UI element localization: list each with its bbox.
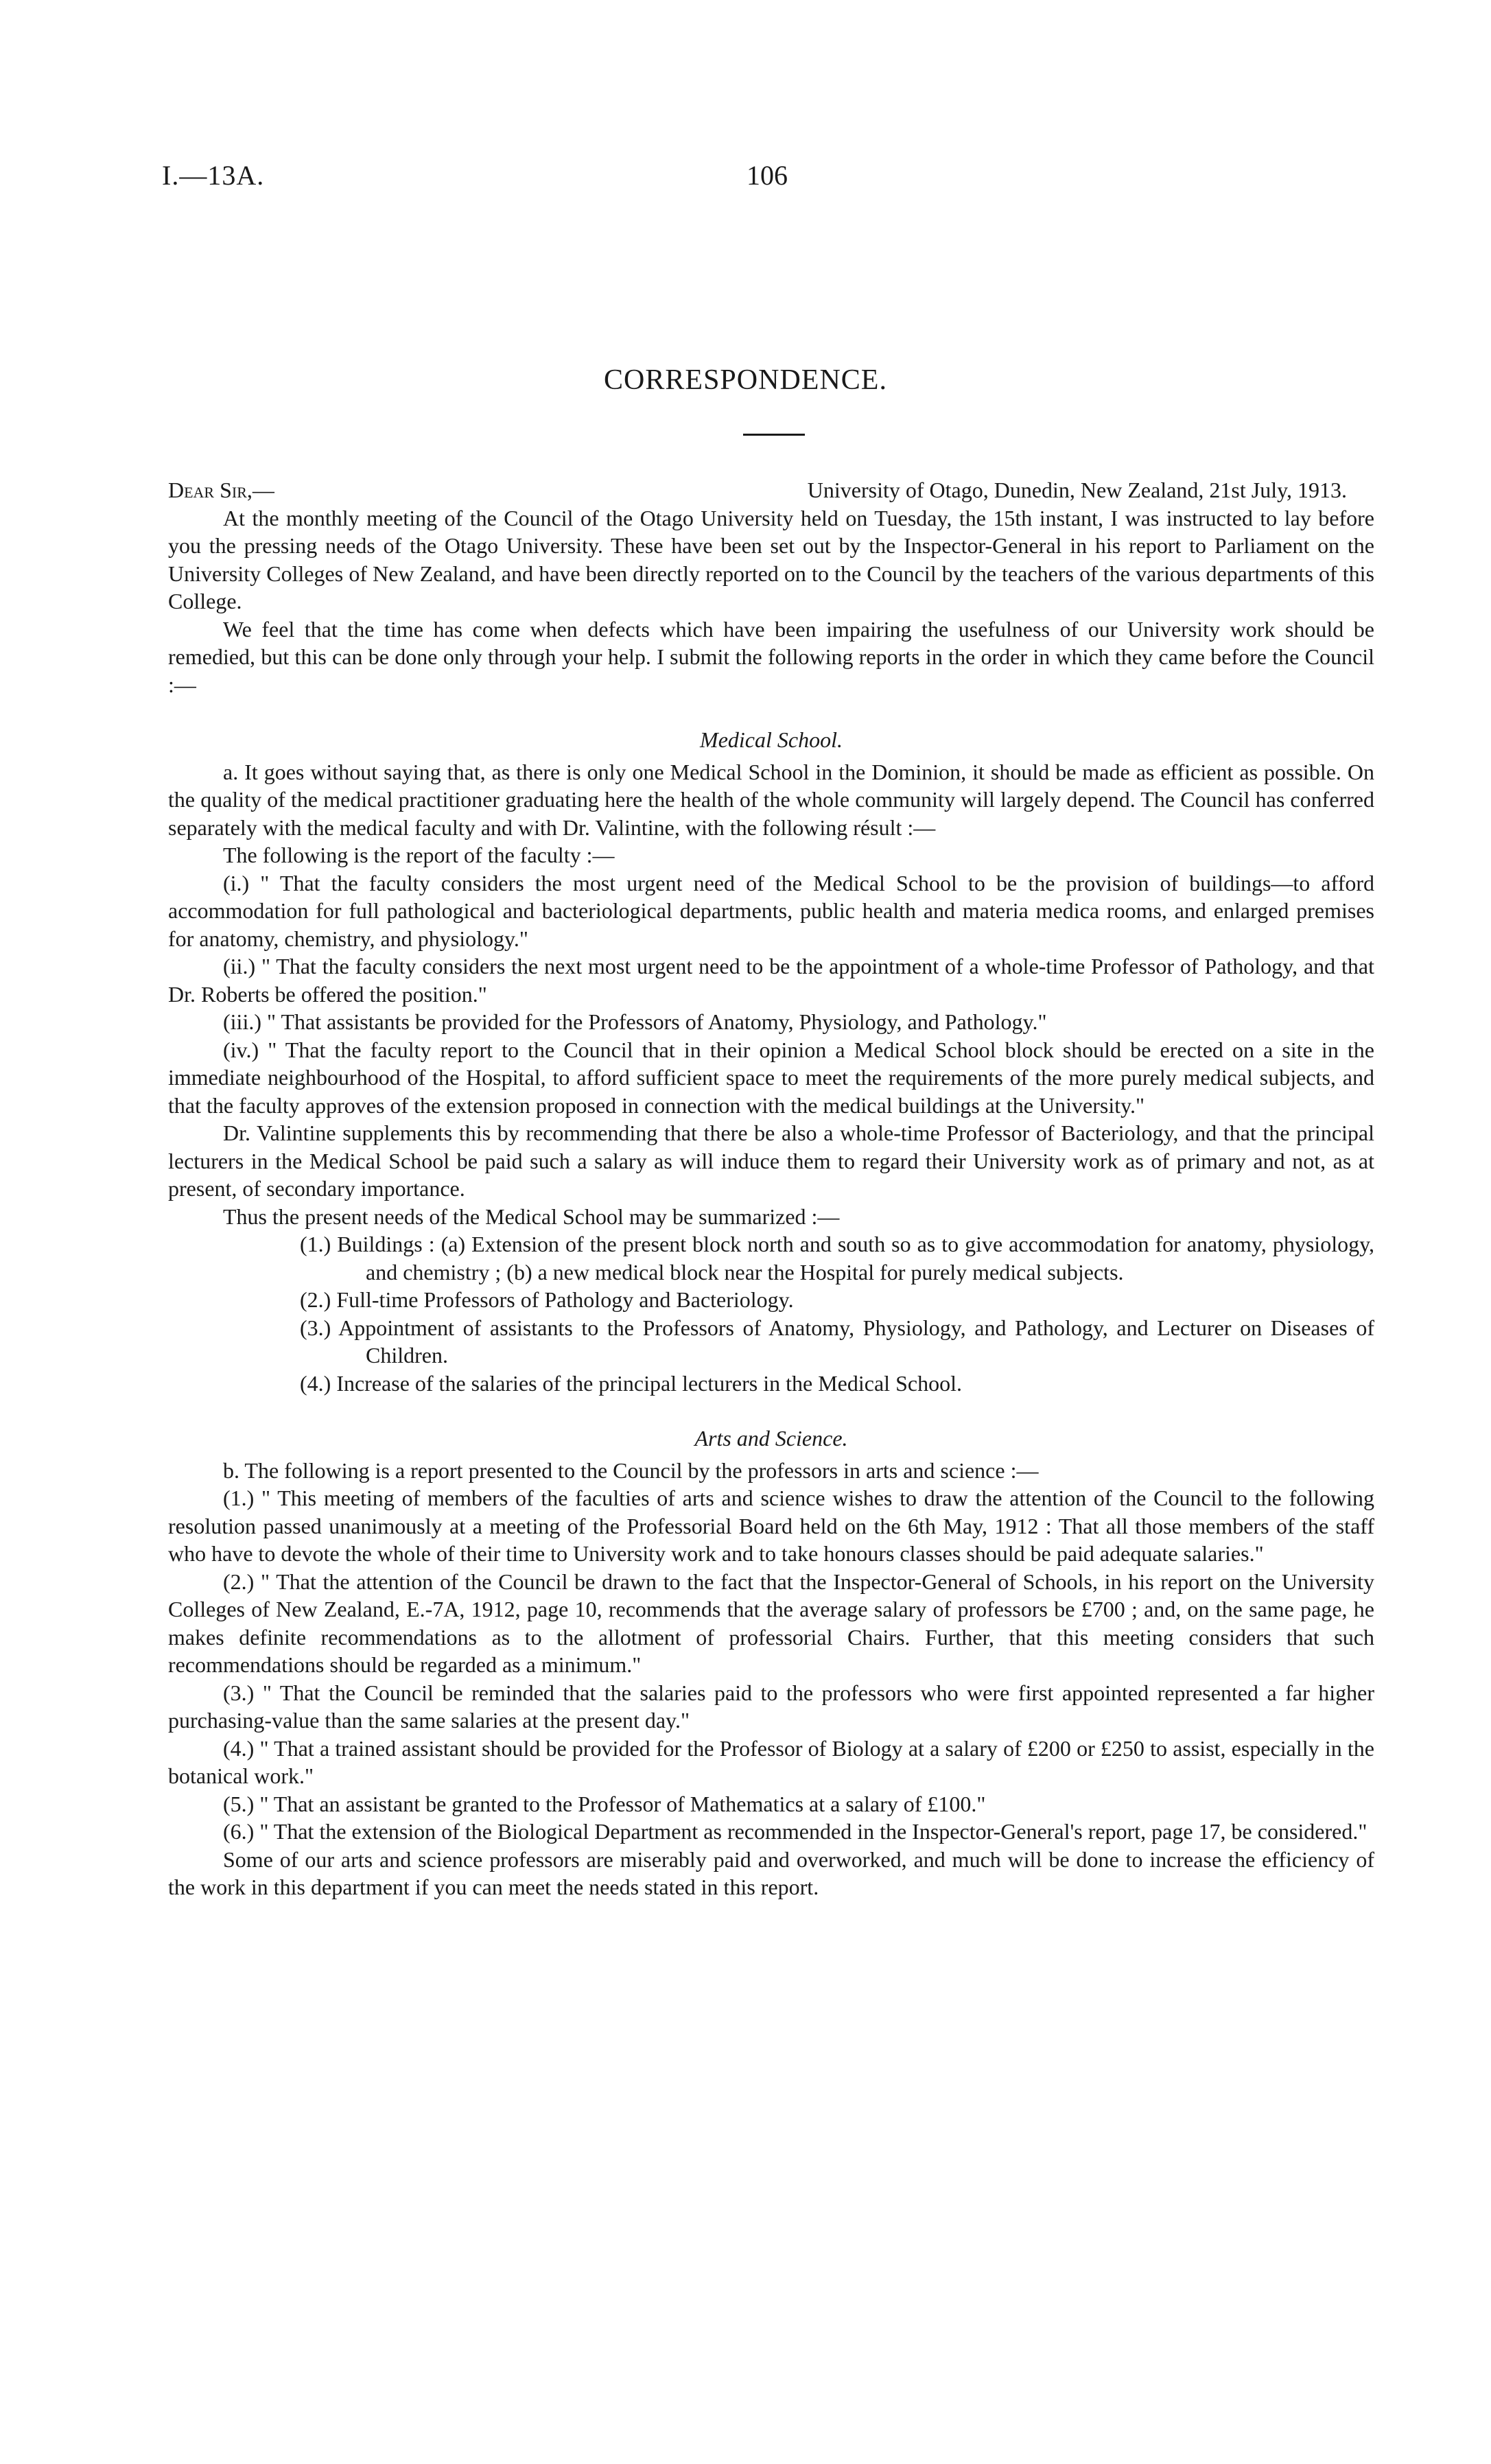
intro-paragraph: At the monthly meeting of the Council of the Otago University held on Tuesday, the 15th instant, I was instructed to lay before you the pressing needs of the Otago University. These have been set out by the Inspector-General in his report to Parliament on the University Colleges of New Zealand, and have been directly reported on to the Council by the teachers of the various departments of this College. <box>168 505 1374 613</box>
medical-paragraph: (i.) " That the faculty considers the most urgent need of the Medical School to be the provision of buildings—to afford accommodation for full pathological and bacteriological departments, public health and materia medica rooms, and enlarged premises for anatomy, chemistry, and physiology." <box>168 870 1374 951</box>
medical-paragraph: Thus the present needs of the Medical School may be summarized :— <box>223 1204 840 1229</box>
page-title: CORRESPONDENCE. <box>604 364 887 396</box>
title-rule <box>743 434 805 436</box>
section-heading-medical: Medical School. <box>700 727 843 752</box>
medical-paragraph: The following is the report of the faculty :— <box>223 843 615 867</box>
summary-item: (4.) Increase of the salaries of the principal lecturers in the Medical School. <box>300 1370 962 1396</box>
summary-item: (2.) Full-time Professors of Pathology and Bacteriology. <box>300 1287 794 1312</box>
arts-paragraph: (3.) " That the Council be reminded that the salaries paid to the professors who were first appointed represented a far higher purchasing-value than the same salaries at the present day." <box>168 1680 1374 1733</box>
summary-item: (3.) Appointment of assistants to the Professors of Anatomy, Physiology, and Pathology, and Lecturer on Diseases of Children. <box>300 1315 1374 1368</box>
medical-paragraph: Dr. Valintine supplements this by recommending that there be also a whole-time Professor of Bacteriology, and that the principal lecturers in the Medical School be paid such a salary as will induce them to regard their University work as of primary and not, as at present, of secondary importance. <box>168 1120 1374 1201</box>
arts-paragraph: (1.) " This meeting of members of the faculties of arts and science wishes to draw the attention of the Council to the following resolution passed unanimously at a meeting of the Professorial Board held on the 6th May, 1912 : That all those members of the staff who have to devote the whole of their time to University work and to take honours classes should be paid adequate salaries." <box>168 1486 1374 1566</box>
salutation: Dear Sir,— <box>168 478 274 502</box>
medical-paragraph: (ii.) " That the faculty considers the next most urgent need to be the appointment of a whole-time Professor of Pathology, and that Dr. Roberts be offered the position." <box>168 954 1374 1007</box>
medical-paragraph: (iv.) " That the faculty report to the Council that in their opinion a Medical School block should be erected on a site in the immediate neighbourhood of the Hospital, to afford sufficient space to meet the requirements of the more purely medical subjects, and that the faculty approves of the extension proposed in connection with the medical buildings at the University." <box>168 1037 1374 1118</box>
page-number: 106 <box>747 160 788 191</box>
running-head <box>162 159 1372 200</box>
medical-paragraph: (iii.) " That assistants be provided for the Professors of Anatomy, Physiology, and Pathology." <box>223 1009 1047 1034</box>
salutation-line <box>168 476 1374 504</box>
arts-paragraph: Some of our arts and science professors are miserably paid and overworked, and much will be done to increase the efficiency of the work in this department if you can meet the needs stated in this report. <box>168 1846 1374 1899</box>
letter-body <box>168 476 1374 1901</box>
intro-paragraph: We feel that the time has come when defects which have been impairing the usefulness of our University work should be remedied, but this can be done only through your help. I submit the following reports in the order in which they came before the Council :— <box>168 616 1374 697</box>
arts-paragraph: b. The following is a report presented to the Council by the professors in arts and science :— <box>223 1457 1039 1483</box>
document-reference: I.—13A. <box>162 160 265 191</box>
arts-paragraph: (6.) " That the extension of the Biological Department as recommended in the Inspector-General's report, page 17, be considered." <box>223 1819 1367 1844</box>
arts-paragraph: (5.) " That an assistant be granted to the Professor of Mathematics at a salary of £100." <box>223 1791 986 1816</box>
medical-paragraph: a. It goes without saying that, as there is only one Medical School in the Dominion, it should be made as efficient as possible. On the quality of the medical practitioner graduating here the health of the whole community will largely depend. The Council has conferred separately with the medical faculty and with Dr. Valintine, with the following résult :— <box>168 759 1374 840</box>
section-heading-arts: Arts and Science. <box>694 1426 848 1451</box>
summary-item: (1.) Buildings : (a) Extension of the present block north and south so as to give accommodation for anatomy, physiology, and chemistry ; (b) a new medical block near the Hospital for purely medical subjects. <box>300 1232 1374 1284</box>
arts-paragraph: (2.) " That the attention of the Council be drawn to the fact that the Inspector-General of Schools, in his report on the University Colleges of New Zealand, E.-7A, 1912, page 10, recommends that the average salary of professors be £700 ; and, on the same page, he makes definite recommendations as to the allotment of professorial Chairs. Further, that this meeting considers that such recommendations should be regarded as a minimum." <box>168 1569 1374 1677</box>
letter-address-date: University of Otago, Dunedin, New Zealand, 21st July, 1913. <box>807 478 1347 502</box>
arts-paragraph: (4.) " That a trained assistant should be provided for the Professor of Biology at a salary of £200 or £250 to assist, especially in the botanical work." <box>168 1735 1374 1788</box>
